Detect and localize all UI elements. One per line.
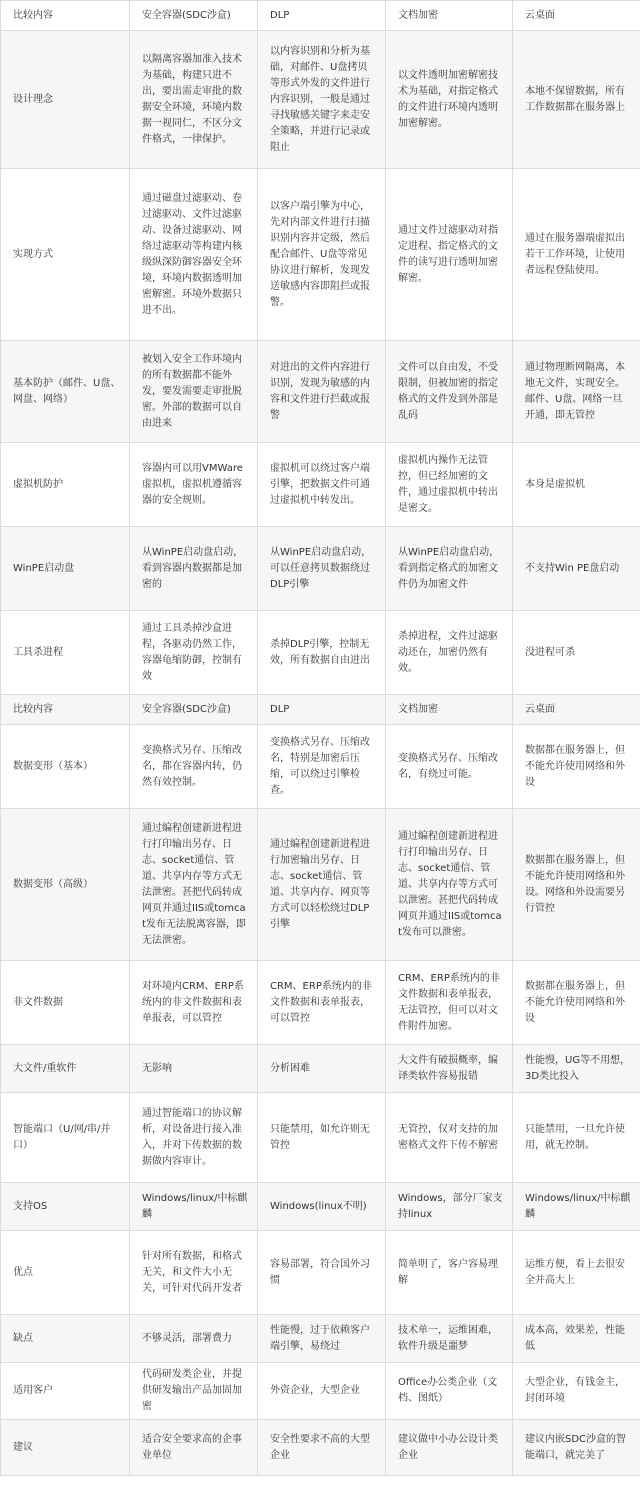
sdc-sandbox-cell: 安全容器(SDC沙盒) (130, 695, 258, 725)
comparison-table-body (1, 1, 640, 1476)
doc-encryption-cell: CRM、ERP系统内的非文件数据和表单报表，无法管控，但可以对文件附件加密。 (386, 961, 513, 1045)
table-row (1, 695, 640, 725)
dlp-cell: 性能慢，过于依赖客户端引擎，易绕过 (258, 1315, 386, 1363)
doc-encryption-cell: 通过文件过滤驱动对指定进程、指定格式的文件的读写进行透明加密解密。 (386, 169, 513, 341)
sdc-sandbox-cell: 从WinPE启动盘启动，看到容器内数据都是加密的 (130, 527, 258, 611)
dlp-cell: 通过编程创建新进程进行加密输出另存、日志、socket通信、管道、共享内存、网页等方式可以轻松绕过DLP引擎 (258, 809, 386, 961)
cloud-desktop-cell: 本地不保留数据，所有工作数据都在服务器上 (513, 31, 640, 169)
cloud-desktop-cell: 建议内嵌SDC沙盒的智能端口，就完美了 (513, 1420, 640, 1476)
dlp-cell: DLP (258, 1, 386, 31)
table-row (1, 725, 640, 809)
dlp-cell: Windows(linux不明) (258, 1183, 386, 1231)
table-row (1, 169, 640, 341)
cloud-desktop-cell: 数据都在服务器上，但不能允许使用网络和外设 (513, 725, 640, 809)
cloud-desktop-cell: 本身是虚拟机 (513, 443, 640, 527)
dlp-cell: 容易部署，符合国外习惯 (258, 1231, 386, 1315)
doc-encryption-cell: 文档加密 (386, 1, 513, 31)
sdc-sandbox-cell: 适合安全要求高的企事业单位 (130, 1420, 258, 1476)
dlp-cell: 安全性要求不高的大型企业 (258, 1420, 386, 1476)
cloud-desktop-cell: 没进程可杀 (513, 611, 640, 695)
cloud-desktop-cell: 大型企业，有钱金主，封闭环境 (513, 1363, 640, 1420)
dlp-cell: 虚拟机可以绕过客户端引擎，把数据文件可通过虚拟机中转发出。 (258, 443, 386, 527)
table-row (1, 961, 640, 1045)
cloud-desktop-cell: 数据都在服务器上，但不能允许使用网络和外设。网络和外设需要另行管控 (513, 809, 640, 961)
cloud-desktop-cell: 通过物理断网隔离，本地无文件，实现安全。邮件、U盘、网络一旦开通，即无管控 (513, 341, 640, 443)
table-row (1, 1315, 640, 1363)
row-label: 智能端口（U/网/串/并口） (1, 1093, 130, 1183)
row-label: 非文件数据 (1, 961, 130, 1045)
dlp-cell: 只能禁用，如允许则无管控 (258, 1093, 386, 1183)
cloud-desktop-cell: 不支持Win PE盘启动 (513, 527, 640, 611)
sdc-sandbox-cell: 容器内可以用VMWare虚拟机，虚拟机遵循容器的安全规则。 (130, 443, 258, 527)
sdc-sandbox-cell: 通过智能端口的协议解析，对设备进行接入准入，并对下传数据的数据做内容审计。 (130, 1093, 258, 1183)
doc-encryption-cell: Office办公类企业（文档、图纸） (386, 1363, 513, 1420)
cloud-desktop-cell: 通过在服务器端虚拟出若干工作环境，让使用者远程登陆使用。 (513, 169, 640, 341)
cloud-desktop-cell: 性能慢，UG等不用想，3D类比投入 (513, 1045, 640, 1093)
doc-encryption-cell: 虚拟机内操作无法管控，但已经加密的文件，通过虚拟机中转出是密文。 (386, 443, 513, 527)
doc-encryption-cell: 变换格式另存、压缩改名，有绕过可能。 (386, 725, 513, 809)
table-row (1, 527, 640, 611)
doc-encryption-cell: 无管控，仅对支持的加密格式文件下传不解密 (386, 1093, 513, 1183)
sdc-sandbox-cell: 对环境内CRM、ERP系统内的非文件数据和表单报表，可以管控 (130, 961, 258, 1045)
sdc-sandbox-cell: 变换格式另存、压缩改名，都在容器内转，仍然有效控制。 (130, 725, 258, 809)
doc-encryption-cell: Windows，部分厂家支持linux (386, 1183, 513, 1231)
row-label: WinPE启动盘 (1, 527, 130, 611)
dlp-cell: 以内容识别和分析为基础，对邮件、U盘拷贝等形式外发的文件进行内容识别，一般是通过寻找敏感关键字来走安全策略，并进行记录或阻止 (258, 31, 386, 169)
doc-encryption-cell: 技术单一，运维困难，软件升级是噩梦 (386, 1315, 513, 1363)
dlp-cell: 从WinPE启动盘启动，可以任意拷贝数据绕过DLP引擎 (258, 527, 386, 611)
doc-encryption-cell: 文档加密 (386, 695, 513, 725)
table-row (1, 341, 640, 443)
cloud-desktop-cell: Windows/linux/中标麒麟 (513, 1183, 640, 1231)
row-label: 基本防护（邮件、U盘、网盘、网络） (1, 341, 130, 443)
sdc-sandbox-cell: 代码研发类企业，并提供研发输出产品加固加密 (130, 1363, 258, 1420)
table-row (1, 1, 640, 31)
row-label: 大文件/重软件 (1, 1045, 130, 1093)
table-row (1, 443, 640, 527)
dlp-cell: 变换格式另存、压缩改名，特别是加密后压缩，可以绕过引擎检查。 (258, 725, 386, 809)
dlp-cell: 以客户端引擎为中心，先对内部文件进行扫描识别内容并定级，然后配合邮件、U盘等常见协议进行解析，发现发送敏感内容即阻拦或报警。 (258, 169, 386, 341)
dlp-cell: 分析困难 (258, 1045, 386, 1093)
cloud-desktop-cell: 成本高，效果差，性能低 (513, 1315, 640, 1363)
cloud-desktop-cell: 云桌面 (513, 695, 640, 725)
sdc-sandbox-cell: 被划入安全工作环境内的所有数据都不能外发，要发需要走审批脱密。外部的数据可以自由进来 (130, 341, 258, 443)
sdc-sandbox-cell: 通过编程创建新进程进行打印输出另存、日志、socket通信、管道、共享内存等方式无法泄密。甚把代码转成网页并通过IIS或tomcat发布无法脱离容器，即无法泄密。 (130, 809, 258, 961)
row-label: 缺点 (1, 1315, 130, 1363)
doc-encryption-cell: 文件可以自由发，不受限制，但被加密的指定格式的文件发到外部是乱码 (386, 341, 513, 443)
doc-encryption-cell: 从WinPE启动盘启动，看到指定格式的加密文件仍为加密文件 (386, 527, 513, 611)
sdc-sandbox-cell: 以隔离容器加准入技术为基础，构建只进不出，要出需走审批的数据安全环境，环境内数据一视同仁，不区分文件格式，一律保护。 (130, 31, 258, 169)
sdc-sandbox-cell: 通过磁盘过滤驱动、卷过滤驱动、文件过滤驱动、设备过滤驱动、网络过滤驱动等构建内核级纵深防御容器安全环境，环境内数据透明加密解密。环境外数据只进不出。 (130, 169, 258, 341)
sdc-sandbox-cell: 安全容器(SDC沙盒) (130, 1, 258, 31)
sdc-sandbox-cell: 针对所有数据，和格式无关，和文件大小无关，可针对代码开发者 (130, 1231, 258, 1315)
table-row (1, 611, 640, 695)
doc-encryption-cell: 杀掉进程，文件过滤驱动还在，加密仍然有效。 (386, 611, 513, 695)
dlp-cell: 杀掉DLP引擎，控制无效，所有数据自由进出 (258, 611, 386, 695)
row-label: 工具杀进程 (1, 611, 130, 695)
table-row (1, 31, 640, 169)
dlp-cell: CRM、ERP系统内的非文件数据和表单报表，可以管控 (258, 961, 386, 1045)
table-row (1, 1093, 640, 1183)
row-label: 适用客户 (1, 1363, 130, 1420)
row-label: 建议 (1, 1420, 130, 1476)
table-row (1, 1045, 640, 1093)
row-label: 优点 (1, 1231, 130, 1315)
row-label: 实现方式 (1, 169, 130, 341)
cloud-desktop-cell: 数据都在服务器上，但不能允许使用网络和外设 (513, 961, 640, 1045)
dlp-cell: 对进出的文件内容进行识别，发现为敏感的内容和文件进行拦截或报警 (258, 341, 386, 443)
row-label: 设计理念 (1, 31, 130, 169)
cloud-desktop-cell: 只能禁用，一旦允许使用，就无控制。 (513, 1093, 640, 1183)
table-row (1, 1420, 640, 1476)
row-label: 虚拟机防护 (1, 443, 130, 527)
doc-encryption-cell: 以文件透明加密解密技术为基础，对指定格式的文件进行环境内透明加密解密。 (386, 31, 513, 169)
table-row (1, 1363, 640, 1420)
row-label: 支持OS (1, 1183, 130, 1231)
cloud-desktop-cell: 运维方便，看上去很安全并高大上 (513, 1231, 640, 1315)
row-label: 数据变形（高级） (1, 809, 130, 961)
dlp-cell: 外资企业，大型企业 (258, 1363, 386, 1420)
doc-encryption-cell: 大文件有破损概率，编译类软件容易报错 (386, 1045, 513, 1093)
cloud-desktop-cell: 云桌面 (513, 1, 640, 31)
doc-encryption-cell: 通过编程创建新进程进行打印输出另存、日志、socket通信、管道、共享内存等方式可以泄密。甚把代码转成网页并通过IIS或tomcat发布可以泄密。 (386, 809, 513, 961)
table-row (1, 1183, 640, 1231)
dlp-cell: DLP (258, 695, 386, 725)
sdc-sandbox-cell: 无影响 (130, 1045, 258, 1093)
row-label: 比较内容 (1, 1, 130, 31)
sdc-sandbox-cell: Windows/linux/中标麒麟 (130, 1183, 258, 1231)
sdc-sandbox-cell: 不够灵活，部署费力 (130, 1315, 258, 1363)
sdc-sandbox-cell: 通过工具杀掉沙盒进程，各驱动仍然工作，容器龟缩防御，控制有效 (130, 611, 258, 695)
table-row (1, 809, 640, 961)
doc-encryption-cell: 建议做中小办公设计类企业 (386, 1420, 513, 1476)
table-row (1, 1231, 640, 1315)
row-label: 数据变形（基本） (1, 725, 130, 809)
doc-encryption-cell: 简单明了，客户容易理解 (386, 1231, 513, 1315)
row-label: 比较内容 (1, 695, 130, 725)
